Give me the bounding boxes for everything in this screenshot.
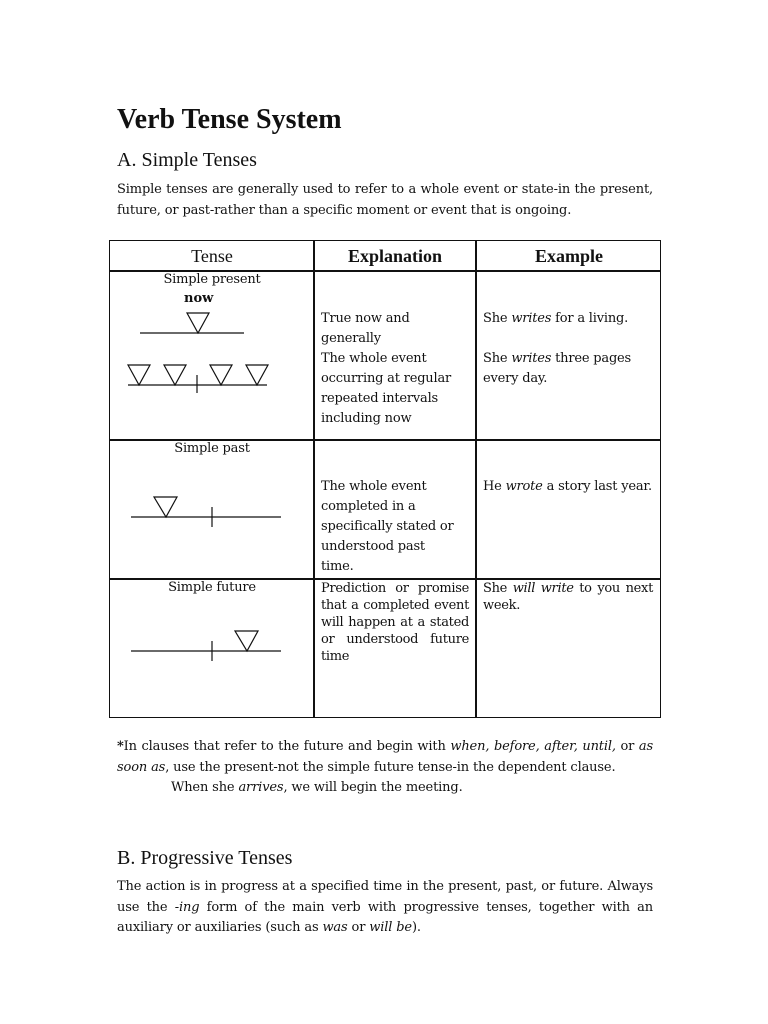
tense-table bbox=[109, 240, 661, 718]
explanation-future: Prediction or promise that a completed event will happen at a stated or understood future time bbox=[321, 581, 469, 664]
example-present-2: She writes three pages every day. bbox=[483, 351, 632, 386]
event-triangle bbox=[128, 365, 150, 385]
example-present-1: She writes for a living. bbox=[483, 311, 629, 326]
now-event-triangle bbox=[187, 313, 209, 333]
verb-will-write: will write bbox=[512, 581, 574, 596]
event-triangle bbox=[246, 365, 268, 385]
future-event-triangle bbox=[235, 631, 258, 651]
verb-writes: writes bbox=[511, 351, 552, 366]
tense-simple-present: Simple present bbox=[163, 272, 261, 287]
example-future: She will write to you next week. bbox=[483, 581, 654, 613]
verb-wrote: wrote bbox=[505, 479, 543, 494]
header-tense: Tense bbox=[191, 246, 233, 266]
past-event-triangle bbox=[154, 497, 177, 517]
section-a-intro: Simple tenses are generally used to refer to a whole event or state-in the present, future, or past-rather than a specific moment or event that is ongoing. bbox=[117, 182, 653, 218]
note-example-sentence: When she arrives, we will begin the meeting. bbox=[171, 780, 463, 795]
future-clause-note: *In clauses that refer to the future and begin with when, before, after, until, or as soon as, use the present-not the simple future tense-in the dependent clause. bbox=[117, 739, 654, 775]
tense-simple-future: Simple future bbox=[168, 580, 256, 595]
table-column-divider bbox=[475, 241, 477, 717]
simple-past-timeline bbox=[110, 481, 314, 541]
page-title: Verb Tense System bbox=[117, 104, 342, 135]
verb-writes: writes bbox=[511, 311, 552, 326]
tense-simple-past: Simple past bbox=[174, 441, 250, 456]
header-explanation: Explanation bbox=[347, 246, 443, 266]
simple-future-timeline bbox=[110, 621, 314, 671]
now-label: now bbox=[184, 291, 214, 306]
section-b-paragraph: The action is in progress at a specified time in the present, past, or future. Always use the -ing form of the main verb with progressive tenses, together with an auxiliary or auxiliaries (such as was or will be). bbox=[117, 879, 653, 935]
explanation-present-2: The whole event occurring at regular repeated intervals including now bbox=[321, 351, 452, 426]
event-triangle bbox=[164, 365, 186, 385]
explanation-present-1: True now and generally bbox=[321, 311, 410, 346]
example-past: He wrote a story last year. bbox=[483, 479, 652, 494]
event-triangle bbox=[210, 365, 232, 385]
section-b-heading: B. Progressive Tenses bbox=[117, 847, 293, 869]
header-example: Example bbox=[534, 246, 603, 266]
simple-present-timeline bbox=[110, 301, 314, 401]
section-a-heading: A. Simple Tenses bbox=[117, 149, 257, 171]
explanation-past: The whole event completed in a specifically stated or understood past time. bbox=[321, 479, 454, 574]
